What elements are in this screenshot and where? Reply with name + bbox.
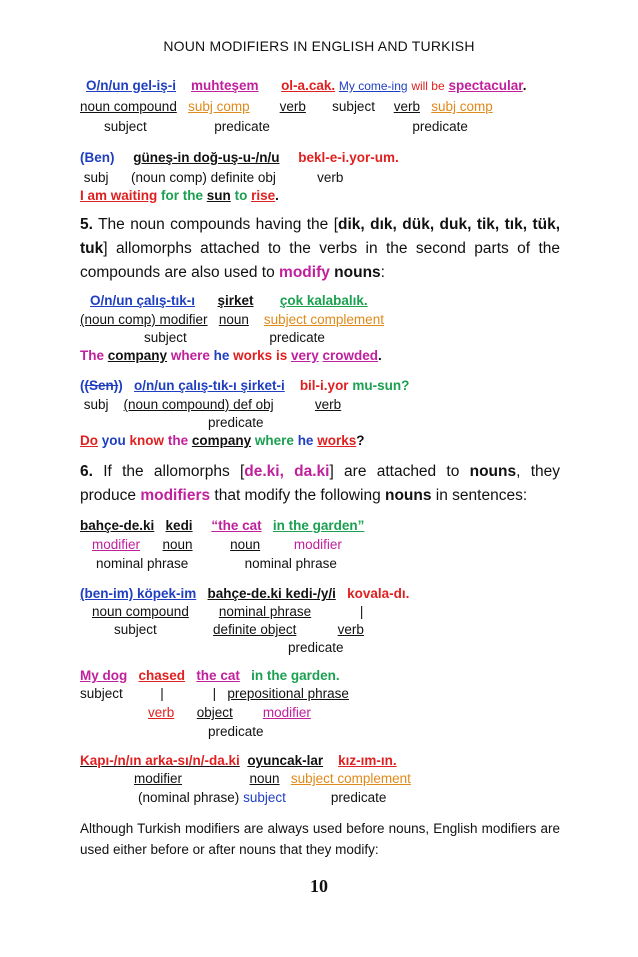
ex4-label: verb xyxy=(314,397,342,412)
p5-text: ] allomorphs attached to the verbs in the second parts of the compounds are also used to xyxy=(80,240,560,281)
ex8-noun: oyuncak-lar xyxy=(247,753,324,768)
p5-nouns: nouns xyxy=(334,264,381,281)
example-7-roles xyxy=(80,686,349,702)
example-8-roles xyxy=(134,771,411,787)
ex4-label: (noun compound) def obj xyxy=(123,397,274,412)
p5-allomorphs: dik, dık, dük, duk, tik, tık, tük, tuk xyxy=(80,216,561,257)
ex4-object: o/n/un çalış-tık-ı şirket-i xyxy=(134,378,285,393)
ex4-question: mu-sun? xyxy=(352,378,410,393)
ex4-eng: the xyxy=(167,433,189,448)
ex3-eng: crowded xyxy=(322,348,379,363)
example-3-roles xyxy=(80,312,384,328)
ex4-eng: Do xyxy=(80,433,98,448)
p5-text: The noun compounds having the [ xyxy=(98,216,339,233)
ex1-english-subject: My come-ing xyxy=(338,79,408,93)
p5-modify: modify xyxy=(279,264,330,281)
ex2-eng: to xyxy=(234,188,248,203)
example-7-functions xyxy=(148,705,311,721)
example-5-turkish xyxy=(80,518,364,534)
ex3-modifier: O/n/un çalış-tık-ı xyxy=(90,293,196,308)
example-5-roles xyxy=(92,537,342,553)
ex5-label: noun xyxy=(230,537,261,552)
example-3-english: The company where he works is very crowded. xyxy=(80,348,382,363)
ex3-eng: works xyxy=(233,348,273,363)
p6-text: in sentences: xyxy=(431,487,528,504)
example-1-turkish: O/n/un gel-iş-i muhteşem ol-a.cak. My come-ing will be spectacular. xyxy=(86,78,527,93)
example-4-turkish xyxy=(80,378,409,394)
ex5-func: nominal phrase xyxy=(244,556,337,571)
ex3-noun: şirket xyxy=(217,293,254,308)
ex5-eng-mod: in the garden” xyxy=(272,518,365,533)
ex7-phrase: in the garden. xyxy=(251,668,340,683)
ex8-label: modifier xyxy=(134,771,183,786)
ex5-label: modifier xyxy=(293,537,342,552)
ex3-eng: company xyxy=(107,348,168,363)
ex6-verb: kovala-dı. xyxy=(347,586,410,601)
ex4-eng: you xyxy=(101,433,126,448)
ex1-label: verb xyxy=(393,99,420,114)
ex8-func: predicate xyxy=(330,790,387,805)
ex7-object: the cat xyxy=(196,668,240,683)
ex2-label: verb xyxy=(317,170,344,185)
example-6-predicate: predicate xyxy=(288,640,344,655)
ex6-label: | xyxy=(359,604,364,619)
ex8-label: noun xyxy=(249,771,280,786)
p5-number: 5. xyxy=(80,216,93,233)
ex2-eng: for the xyxy=(161,188,204,203)
paragraph-5 xyxy=(80,213,560,285)
ex8-comp: kız-ım-ın. xyxy=(338,753,397,768)
ex1-english-verb: will be xyxy=(411,79,445,93)
ex8-modifier xyxy=(80,753,240,768)
ex3-func: subject xyxy=(144,330,187,345)
ex1-label: noun compound xyxy=(80,99,177,114)
example-3-turkish xyxy=(90,293,368,309)
ex1-label: verb xyxy=(279,99,306,114)
ex2-eng: I am waiting xyxy=(80,188,158,203)
page-header: NOUN MODIFIERS IN ENGLISH AND TURKISH xyxy=(163,38,475,54)
example-4-roles xyxy=(80,397,341,413)
ex8-func: subject xyxy=(243,790,286,805)
ex7-func: object xyxy=(196,705,233,720)
ex8-func: (nominal phrase) xyxy=(138,790,240,805)
p6-number: 6. xyxy=(80,463,93,480)
ex2-verb: bekl-e-i.yor-um. xyxy=(298,150,399,165)
ex3-eng: he xyxy=(213,348,230,363)
ex3-eng: The xyxy=(80,348,105,363)
example-8-turkish xyxy=(80,753,397,769)
ex6-subject: (ben-im) köpek-im xyxy=(80,586,197,601)
p5-text: : xyxy=(380,264,385,281)
ex4-subj: ((Sen)) xyxy=(80,378,123,393)
ex8-modifier-text: Kapı-/n/ın arka-sı/n/-da.ki xyxy=(80,753,240,768)
example-3-functions xyxy=(144,330,325,346)
ex3-label: subject complement xyxy=(263,312,384,327)
paragraph-6 xyxy=(80,460,560,508)
ex3-comp: çok kalabalık. xyxy=(279,293,368,308)
ex6-object: bahçe-de.ki kedi-/y/i xyxy=(207,586,336,601)
ex1-verb: ol-a.cak. xyxy=(281,78,336,93)
ex7-subject: My dog xyxy=(80,668,128,683)
p6-allomorphs: de.ki, da.ki xyxy=(244,463,330,480)
example-8-functions xyxy=(138,790,386,806)
ex6-label: nominal phrase xyxy=(218,604,312,619)
example-6-roles xyxy=(92,604,363,620)
ex4-subj-text: (Sen) xyxy=(84,378,119,393)
ex5-noun: kedi xyxy=(165,518,193,533)
ex5-modifier: bahçe-de.ki xyxy=(80,518,155,533)
p6-text: that modify the following xyxy=(210,487,385,504)
p6-text: , they produce xyxy=(80,463,560,504)
example-2-turkish xyxy=(80,150,399,166)
ex3-func: predicate xyxy=(269,330,325,345)
ex4-verb: bil-i.yor xyxy=(299,378,349,393)
ex3-eng: very xyxy=(290,348,319,363)
ex5-label: modifier xyxy=(92,537,141,552)
ex7-label: | xyxy=(212,686,217,701)
example-2-roles xyxy=(80,170,343,186)
ex7-func: modifier xyxy=(262,705,311,720)
ex7-label: subject xyxy=(80,686,123,701)
ex7-verb: chased xyxy=(138,668,186,683)
example-7-english xyxy=(80,668,340,684)
ex8-label: subject complement xyxy=(290,771,411,786)
example-6-functions xyxy=(114,622,364,638)
example-2-english: I am waiting for the sun to rise. xyxy=(80,188,279,203)
ex2-label: (noun comp) definite obj xyxy=(131,170,276,185)
example-7-predicate: predicate xyxy=(208,724,264,739)
ex1-label: subj comp xyxy=(431,99,493,114)
ex5-func: nominal phrase xyxy=(96,556,189,571)
ex6-func: subject xyxy=(114,622,157,637)
ex2-object: güneş-in doğ-uş-u-/n/u xyxy=(133,150,280,165)
ex7-func: verb xyxy=(148,705,175,720)
ex4-eng: he xyxy=(297,433,314,448)
ex4-eng: works xyxy=(317,433,357,448)
example-1-functions xyxy=(104,119,468,135)
ex7-label: | xyxy=(160,686,164,701)
ex1-subj-comp: muhteşem xyxy=(191,78,259,93)
p6-modifiers: modifiers xyxy=(140,487,211,504)
ex2-subj: (Ben) xyxy=(80,150,115,165)
p6-text: If the allomorphs [ xyxy=(103,463,245,480)
ex3-eng: is xyxy=(275,348,288,363)
ex2-eng: rise xyxy=(251,188,276,203)
example-1-roles xyxy=(80,99,493,115)
ex4-eng: where xyxy=(254,433,294,448)
ex2-eng: sun xyxy=(206,188,231,203)
ex2-label: subj xyxy=(83,170,109,185)
ex3-eng: where xyxy=(170,348,210,363)
ex5-label: noun xyxy=(162,537,193,552)
ex6-func: definite object xyxy=(213,622,297,637)
example-5-functions xyxy=(96,556,337,572)
ex1-compound: O/n/un gel-iş-i xyxy=(86,78,176,93)
p6-nouns: nouns xyxy=(385,487,432,504)
ex1-label: subj comp xyxy=(188,99,250,114)
ex4-eng: know xyxy=(129,433,165,448)
ex4-eng: company xyxy=(191,433,252,448)
ex6-func: verb xyxy=(337,622,364,637)
ex1-func: predicate xyxy=(214,119,270,134)
ex7-label: prepositional phrase xyxy=(227,686,349,701)
closing-paragraph: Although Turkish modifiers are always used before nouns, English modifiers are used either before or after nouns that they modify: xyxy=(80,821,560,857)
example-4-function: predicate xyxy=(208,415,264,430)
p6-nouns: nouns xyxy=(469,463,517,480)
page-number: 10 xyxy=(310,876,328,896)
example-6-turkish xyxy=(80,586,409,602)
ex1-func: subject xyxy=(104,119,147,134)
p6-text: ] are attached to xyxy=(329,463,470,480)
ex3-label: (noun comp) modifier xyxy=(80,312,208,327)
ex1-english-comp: spectacular xyxy=(448,78,523,93)
ex5-eng-noun: “the cat xyxy=(211,518,262,533)
ex1-func: predicate xyxy=(412,119,468,134)
ex3-label: noun xyxy=(218,312,249,327)
ex6-label: noun compound xyxy=(92,604,189,619)
example-4-english: Do you know the company where he works? xyxy=(80,433,365,448)
ex1-label: subject xyxy=(332,99,375,114)
ex4-label: subj xyxy=(83,397,109,412)
